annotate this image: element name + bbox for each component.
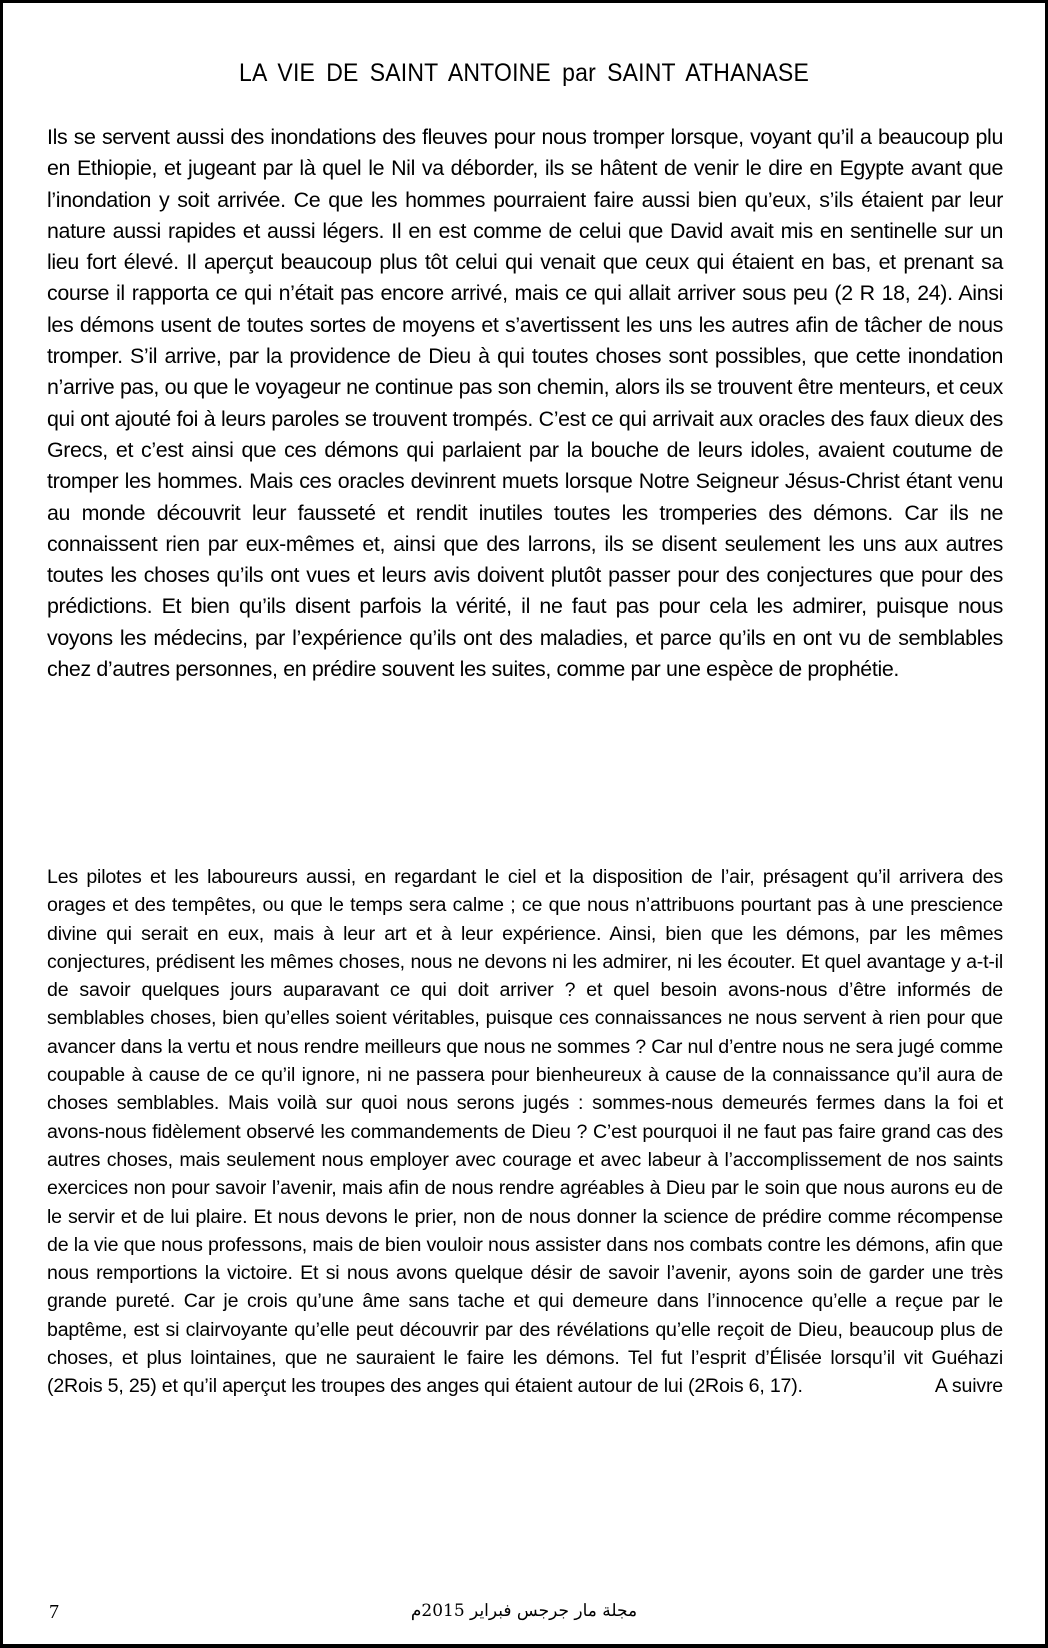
paragraph-2 xyxy=(47,863,1003,1401)
paragraph-2-text: Les pilotes et les laboureurs aussi, en regardant le ciel et la disposition de l’air, présagent qu’il arrivera des orages et des tempêtes, ou que le temps sera calme ; ce que nous n’attribuons pourtant pas à une prescience divine qui serait en eux, mais à leur art et à leur expérience. Ainsi, bien que les démons, par les mêmes conjectures, prédisent les mêmes choses, nous ne devons ni les admirer, ni les écouter. Et quel avantage y a-t-il de savoir quelques jours auparavant ce qui doit arriver ? et quel besoin avons-nous d’être informés de semblables choses, bien qu’elles soient véritables, puisque ces connaissances ne nous servent à rien pour que avancer dans la vertu et nous rendre meilleurs que nous ne sommes ? Car nul d’entre nous ne sera jugé comme coupable à cause de ce qu’il ignore, ni ne passera pour bienheureux à cause de la connaissance qu’il aura de choses semblables. Mais voilà sur quoi nous serons jugés : sommes-nous demeurés fermes dans la foi et avons-nous fidèlement observé les commandements de Dieu ? C’est pourquoi il ne faut pas faire grand cas des autres choses, mais seulement nous employer avec courage et avec labeur à l’accomplissement de nos saints exercices non pour savoir l’avenir, mais afin de nous rendre agréables à Dieu par le soin que nous aurons eu de le servir et de lui plaire. Et nous devons le prier, non de nous donner la science de prédire comme récompense de la vie que nous professons, mais de bien vouloir nous assister dans nos combats contre les démons, afin que nous remportions la victoire. Et si nous avons quelque désir de savoir l’avenir, ayons soin de garder une très grande pureté. Car je crois qu’une âme sans tache et qui demeure dans l’innocence qu’elle a reçue par le baptême, est si clairvoyante qu’elle peut découvrir par des révélations qu’elle reçoit de Dieu, beaucoup plus de choses, et plus lointaines, que ne sauraient le faire les démons. Tel fut l’esprit d’Élisée lorsqu’il vit Guéhazi (2Rois 5, 25) et qu’il aperçut les troupes des anges qui étaient autour de lui (2Rois 6, 17). xyxy=(47,866,1003,1398)
page-number: 7 xyxy=(49,1601,59,1623)
to-be-continued-label: A suivre xyxy=(934,1375,1003,1398)
magazine-footer: مجلة مار جرجس فبراير 2015م xyxy=(410,1601,638,1621)
page-title: LA VIE DE SAINT ANTOINE par SAINT ATHANASE xyxy=(239,59,809,87)
paragraph-1: Ils se servent aussi des inondations des fleuves pour nous tromper lorsque, voyant qu’il a beaucoup plu en Ethiopie, et jugeant par là quel le Nil va déborder, ils se hâtent de venir le dire en Egypte avant que l’inondation y soit arrivée. Ce que les hommes pourraient faire aussi bien qu’eux, s’ils étaient par leur nature aussi rapides et aussi légers. Il en est comme de celui que David avait mis en sentinelle sur un lieu fort élevé. Il aperçut beaucoup plus tôt celui qui venait que ceux qui étaient en bas, et prenant sa course il rapporta ce qui n’était pas encore arrivé, mais ce qui allait arriver sous peu (2 R 18, 24). Ainsi les démons usent de toutes sortes de moyens et s’avertissent les uns les autres afin de tâcher de nous tromper. S’il arrive, par la providence de Dieu à qui toutes choses sont possibles, que cette inondation n’arrive pas, ou que le voyageur ne continue pas son chemin, alors ils se trouvent être menteurs, et ceux qui ont ajouté foi à leurs paroles se trouvent trompés. C’est ce qui arrivait aux oracles des faux dieux des Grecs, et c’est ainsi que ces démons qui parlaient par la bouche de leurs idoles, avaient coutume de tromper les hommes. Mais ces oracles devinrent muets lorsque Notre Seigneur Jésus-Christ étant venu au monde découvrit leur fausseté et rendit inutiles toutes les tromperies des démons. Car ils ne connaissent rien par eux-mêmes et, ainsi que des larrons, ils se disent seulement les uns aux autres toutes les choses qu’ils ont vues et leurs avis doivent plutôt passer pour des conjectures que pour des prédictions. Et bien qu’ils disent parfois la vérité, il ne faut pas pour cela les admirer, puisque nous voyons les médecins, par l’expérience qu’ils ont des maladies, et parce qu’ils en ont vu de semblables chez d’autres personnes, en prédire souvent les suites, comme par une espèce de prophétie. xyxy=(47,125,1003,682)
